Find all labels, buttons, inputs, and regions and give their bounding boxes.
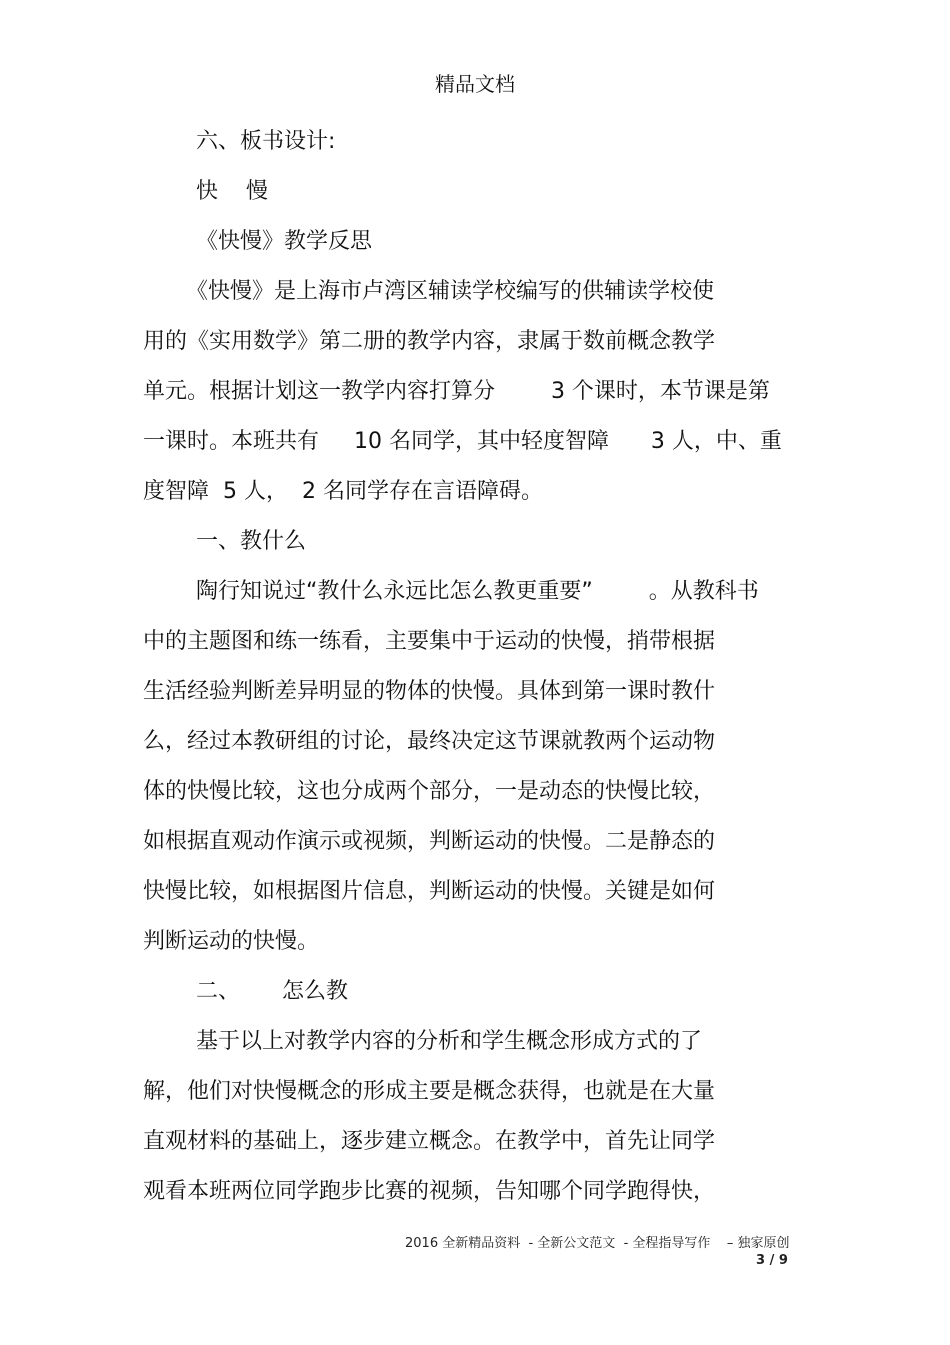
paragraph-line: 中的主题图和练一练看，主要集中于运动的快慢，捎带根据 bbox=[143, 629, 716, 654]
paragraph-line: 单元。根据计划这一教学内容打算分 3 个课时，本节课是第 bbox=[143, 379, 770, 404]
section-heading-what-to-teach: 一、教什么 bbox=[196, 529, 307, 554]
section-heading-blackboard-design: 六、板书设计: bbox=[196, 129, 336, 154]
paragraph-line: 如根据直观动作演示或视频，判断运动的快慢。二是静态的 bbox=[143, 829, 716, 854]
paragraph-line: 解，他们对快慢概念的形成主要是概念获得，也就是在大量 bbox=[143, 1079, 716, 1104]
paragraph-line: 一课时。本班共有 10 名同学，其中轻度智障 3 人，中、重 bbox=[143, 429, 782, 454]
paragraph-line: 基于以上对教学内容的分析和学生概念形成方式的了 bbox=[196, 1029, 703, 1054]
reflection-title: 《快慢》教学反思 bbox=[196, 229, 373, 254]
paragraph-line: 快慢比较，如根据图片信息，判断运动的快慢。关键是如何 bbox=[143, 879, 716, 904]
paragraph-line: 判断运动的快慢。 bbox=[143, 929, 320, 954]
section-heading-how-to-teach: 二、 怎么教 bbox=[196, 979, 348, 1004]
paragraph-line: 生活经验判断差异明显的物体的快慢。具体到第一课时教什 bbox=[143, 679, 716, 704]
paragraph-line: 直观材料的基础上，逐步建立概念。在教学中，首先让同学 bbox=[143, 1129, 716, 1154]
page-header-title: 精品文档 bbox=[435, 72, 515, 96]
paragraph-line: 么，经过本教研组的讨论，最终决定这节课就教两个运动物 bbox=[143, 729, 716, 754]
paragraph-line: 观看本班两位同学跑步比赛的视频，告知哪个同学跑得快， bbox=[143, 1179, 716, 1204]
blackboard-content: 快 慢 bbox=[196, 179, 268, 204]
paragraph-line: 陶行知说过“教什么永远比怎么教更重要” 。从教科书 bbox=[196, 579, 759, 604]
page-number: 3 / 9 bbox=[756, 1253, 788, 1268]
paragraph-line: 度智障 5 人， 2 名同学存在言语障碍。 bbox=[143, 479, 543, 504]
footer-note: 2016 全新精品资料 - 全新公文范文 - 全程指导写作 – 独家原创 bbox=[405, 1236, 790, 1251]
paragraph-line: 用的《实用数学》第二册的教学内容，隶属于数前概念教学 bbox=[143, 329, 716, 354]
paragraph-line: 《快慢》是上海市卢湾区辅读学校编写的供辅读学校使 bbox=[186, 279, 715, 304]
paragraph-line: 体的快慢比较，这也分成两个部分，一是动态的快慢比较， bbox=[143, 779, 716, 804]
